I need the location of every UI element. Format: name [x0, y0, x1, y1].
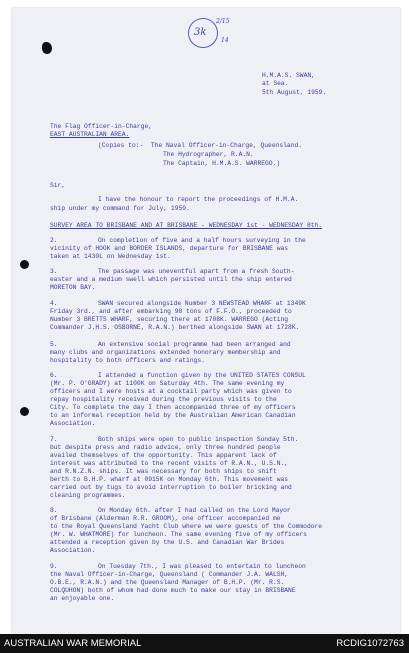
- intro-line-1: I have the honour to report the proceedings of H.M.A.: [98, 196, 299, 203]
- para-line: easter and a medium swell which persisted until the ship entered: [50, 276, 292, 283]
- intro-line-2: ship under my command for July, 1959.: [50, 205, 190, 212]
- para-line: availed themselves of the opportunity. This apparent lack of: [50, 452, 277, 459]
- para-line: The passage was uneventful apart from a fresh South-: [98, 268, 295, 275]
- para-line: repay hospitality received during the previous visits to the: [50, 396, 277, 403]
- punch-hole-top: [42, 42, 52, 54]
- para-line: but despite press and radio advice, only three hundred people: [50, 444, 281, 451]
- para-line: of Brisbane (Alderman R.R. GROOM), one officer accompanied me: [50, 515, 281, 522]
- para-line: Friday 3rd., and after embarking 98 tons of F.F.O., proceeded to: [50, 308, 292, 315]
- hand-initials: 14: [221, 37, 229, 44]
- para-line: vicinity of HOOK and BORDER ISLANDS, departure for BRISBANE was: [50, 245, 289, 252]
- header-date: 5th August, 1959.: [262, 89, 327, 96]
- para-line: taken at 1430L on Wednesday 1st.: [50, 253, 171, 260]
- para-line: attended a reception given by the U.S. and Canadian War Brides: [50, 539, 285, 546]
- section-heading: SURVEY AREA TO BRISBANE AND AT BRISBANE - WEDNESDAY 1st - WEDNESDAY 8th.: [50, 222, 323, 229]
- para-line: On completion of five and a half hours surveying in the: [98, 237, 306, 244]
- para-line: the Naval Officer-in-Charge, Queensland ( Commander J.A. WALSH,: [50, 571, 289, 578]
- para-line: COLQUHON) both of whom had done much to make our stay in BRISBANE: [50, 587, 296, 594]
- para-number: 2.: [50, 237, 58, 244]
- para-number: 7.: [50, 436, 58, 443]
- para-number: 9.: [50, 563, 58, 570]
- para-line: Both ships were open to public inspection Sunday 5th.: [98, 436, 299, 443]
- hand-annotation: 3k: [194, 27, 207, 38]
- salutation: Sir,: [50, 182, 66, 189]
- para-line: berth to B.H.P. wharf at 0915K on Monday 6th. This movement was: [50, 476, 289, 483]
- para-line: MORETON BAY.: [50, 284, 96, 291]
- para-line: On Monday 6th. after I had called on the Lord Mayor: [98, 507, 291, 514]
- para-line: officers and I were hosts at a cocktail party which was given to: [50, 388, 292, 395]
- para-number: 4.: [50, 300, 58, 307]
- archive-footer: [0, 634, 409, 653]
- para-line: Association.: [50, 420, 96, 427]
- copies-line-2: The Hydrographer, R.A.N.: [163, 151, 254, 158]
- para-number: 8.: [50, 507, 58, 514]
- para-line: An extensive social programme had been arranged and: [98, 341, 291, 348]
- para-line: (Mr. W. WHATMORE) for luncheon. The same evening five of my officers: [50, 531, 307, 538]
- addressee-line-2: EAST AUSTRALIAN AREA.: [50, 131, 130, 138]
- header-ship: H.M.A.S. SWAN,: [262, 72, 315, 79]
- copies-line-1: (Copies to:- The Naval Officer-in-Charge, Queensland.: [98, 142, 303, 149]
- para-line: O.B.E., R.A.N.) and the Queensland Manager of B.H.P. (Mr. R.S.: [50, 579, 285, 586]
- para-line: On Tuesday 7th., I was pleased to entertain to luncheon: [98, 563, 306, 570]
- para-line: City. To complete the day I then accompanied three of my officers: [50, 404, 296, 411]
- para-number: 6.: [50, 372, 58, 379]
- para-number: 3.: [50, 268, 58, 275]
- para-line: interest was attributed to the recent visits of R.A.N., U.S.N.,: [50, 460, 289, 467]
- para-line: to the Royal Queensland Yacht Club where we were guests of the Commodore: [50, 523, 323, 530]
- punch-hole-bottom: [20, 407, 29, 416]
- para-line: hospitality to both officers and ratings.: [50, 357, 205, 364]
- para-line: Number 3 BRETTS WHARF, securing there at 1708K. WARREGO (Acting: [50, 316, 289, 323]
- para-line: I attended a function given by the UNITED STATES CONSUL: [98, 372, 306, 379]
- para-line: Association.: [50, 547, 96, 554]
- para-line: to an informal reception held by the Australian American Canadian: [50, 412, 296, 419]
- footer-record-id: RCDIG1072763: [336, 638, 404, 649]
- para-number: 5.: [50, 341, 58, 348]
- header-at-sea: at Sea.: [262, 80, 289, 87]
- para-line: carried out by tugs to avoid interruption to boiler bricking and: [50, 484, 292, 491]
- copies-line-3: The Captain, H.M.A.S. WARREGO.): [163, 160, 281, 167]
- hand-file-number: 2/15: [216, 18, 230, 25]
- para-line: an enjoyable one.: [50, 595, 115, 602]
- para-line: SWAN secured alongside Number 3 NEWSTEAD WHARF at 1349K: [98, 300, 306, 307]
- footer-institution: AUSTRALIAN WAR MEMORIAL: [4, 638, 142, 649]
- para-line: and R.N.Z.N. ships. It was necessary for both ships to shift: [50, 468, 277, 475]
- punch-hole-middle: [20, 260, 29, 269]
- para-line: cleaning programmes.: [50, 492, 126, 499]
- para-line: Commander J.H.S. OSBORNE, R.A.N.) berthed alongside SWAN at 1728K.: [50, 324, 300, 331]
- para-line: (Mr. P. O'GRADY) at 1100K on Saturday 4th. The same evening my: [50, 380, 285, 387]
- para-line: many clubs and organizations extended honorary membership and: [50, 349, 281, 356]
- addressee-line-1: The Flag Officer-in-Charge,: [50, 123, 153, 130]
